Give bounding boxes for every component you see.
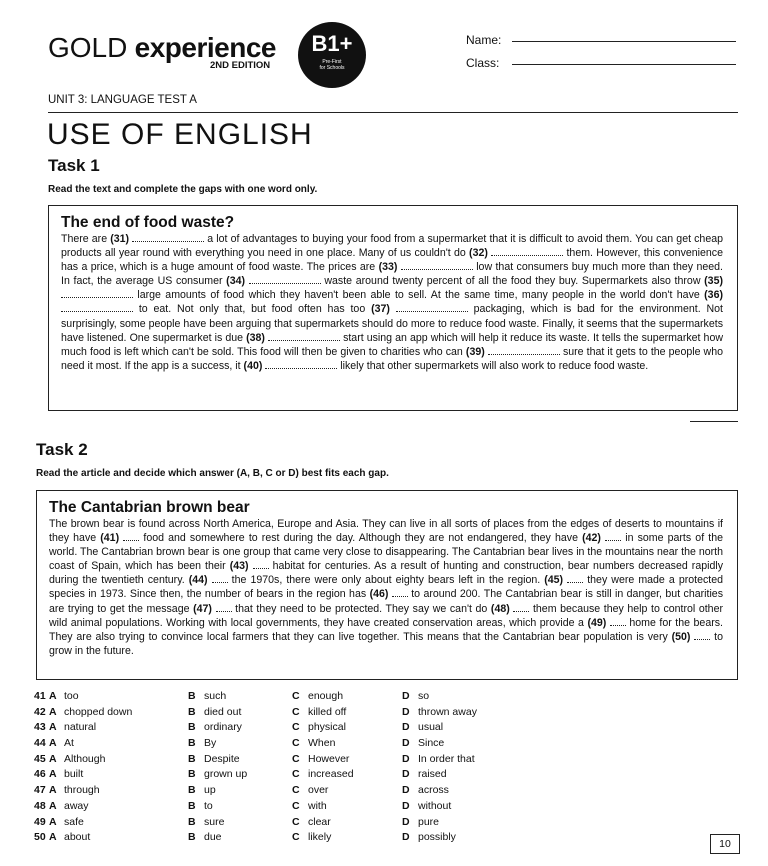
option-a[interactable]: natural [64, 721, 97, 734]
option-d[interactable]: usual [418, 721, 444, 734]
gap-blank[interactable] [396, 302, 468, 312]
option-b[interactable]: ordinary [204, 721, 242, 734]
gap-blank[interactable] [401, 260, 473, 270]
option-b[interactable]: such [204, 690, 227, 702]
option-letter-b: B [188, 768, 196, 781]
option-a[interactable]: too [64, 690, 79, 702]
edition-label: 2ND EDITION [210, 60, 271, 71]
gap-blank[interactable] [392, 587, 408, 597]
text-segment: to eat. Not only that, but food often has too [133, 303, 372, 316]
gap-blank[interactable] [61, 288, 133, 298]
option-c[interactable]: likely [308, 831, 332, 844]
option-d[interactable]: pure [418, 815, 440, 828]
text-segment: sure that it gets to the people who need it most. If the app is a success, it [61, 345, 723, 372]
gap-number: (47) [193, 602, 212, 615]
gap-number: (31) [110, 233, 130, 245]
divider-short [690, 421, 738, 422]
gap-number: (44) [188, 574, 208, 587]
option-d[interactable]: so [418, 690, 430, 702]
class-label: Class: [466, 56, 500, 70]
option-letter-a: A [49, 721, 57, 734]
gap-blank[interactable] [268, 331, 340, 341]
option-number: 49 [34, 815, 46, 828]
option-a[interactable]: safe [64, 815, 84, 828]
text-segment: the 1970s, there were only about eighty bears left in the region. [227, 574, 545, 587]
gap-number: (43) [229, 560, 249, 573]
gap-number: (40) [243, 359, 263, 372]
option-a[interactable]: about [64, 831, 91, 844]
task2-heading: Task 2 [36, 440, 88, 459]
option-letter-a: A [49, 690, 57, 702]
option-d[interactable]: thrown away [418, 705, 477, 718]
task2-instruction: Read the article and decide which answer (A, B, C or D) best fits each gap. [36, 468, 389, 479]
option-a[interactable]: built [64, 768, 84, 781]
text-segment: them. However, this convenience has a price, which is a huge amount of food waste. The prices are [61, 247, 723, 274]
gap-number: (48) [490, 602, 510, 615]
gap-blank[interactable] [605, 531, 621, 541]
option-b[interactable]: due [204, 831, 222, 844]
option-c[interactable]: killed off [308, 705, 347, 718]
option-c[interactable]: with [308, 799, 327, 812]
option-letter-b: B [188, 815, 196, 828]
gap-number: (41) [100, 532, 120, 545]
option-letter-d: D [402, 752, 410, 765]
text-segment: There are [61, 233, 111, 245]
option-letter-d: D [402, 815, 410, 828]
option-letter-b: B [188, 831, 196, 844]
header-divider [48, 112, 738, 113]
option-letter-d: D [402, 799, 410, 812]
option-letter-a: A [49, 799, 57, 812]
task1-heading: Task 1 [48, 156, 100, 175]
text-segment: large amounts of food which they haven't been able to sell. At the same time, many people in the world don't have [133, 289, 705, 302]
option-b[interactable]: to [204, 799, 213, 812]
level-label: B1+ [311, 31, 353, 56]
text-segment: The brown bear is found across North America, Europe and Asia. They can live in all sorts of places from the edges of deserts to mountains if they have [49, 518, 723, 545]
brand-experience: experience [134, 32, 276, 63]
option-number: 44 [34, 737, 46, 750]
option-b[interactable]: Despite [204, 752, 240, 765]
gap-number: (45) [544, 574, 564, 587]
option-number: 46 [34, 768, 46, 781]
option-number: 45 [34, 752, 46, 765]
option-letter-c: C [292, 799, 300, 812]
option-letter-d: D [402, 831, 410, 844]
option-letter-d: D [402, 721, 410, 734]
text-segment: them because they help to control other wild animal populations. Working with local governments, they have created conservation areas, which provide a [49, 602, 723, 629]
gap-blank[interactable] [61, 302, 133, 312]
option-letter-d: D [402, 784, 410, 797]
gap-number: (35) [704, 275, 723, 288]
gap-blank[interactable] [265, 359, 337, 369]
name-field[interactable] [512, 41, 736, 42]
option-b[interactable]: sure [204, 815, 225, 828]
class-field[interactable] [512, 64, 736, 65]
unit-label: UNIT 3: LANGUAGE TEST A [48, 94, 197, 106]
text-segment: food and somewhere to rest during the day. Although they are not endangered, they have [139, 532, 583, 545]
option-letter-c: C [292, 815, 300, 828]
option-letter-c: C [292, 784, 300, 797]
text-segment: habitat for centuries. As a result of hunting and construction, bear numbers decreased rapidly during the twentieth century. [49, 560, 723, 587]
option-d[interactable]: Since [418, 737, 445, 750]
gap-number: (42) [582, 532, 601, 545]
gap-number: (46) [369, 588, 389, 601]
option-b[interactable]: died out [204, 705, 242, 718]
option-d[interactable]: across [418, 784, 449, 797]
task1-text-box [48, 205, 738, 411]
option-number: 42 [34, 705, 46, 718]
option-letter-b: B [188, 737, 196, 750]
option-letter-a: A [49, 784, 57, 797]
gap-number: (34) [226, 275, 246, 288]
option-letter-c: C [292, 752, 300, 765]
option-number: 48 [34, 799, 46, 812]
gap-number: (37) [371, 303, 390, 316]
option-letter-a: A [49, 752, 57, 765]
text-segment: low that consumers buy much more than they need. In fact, the average US consumer [61, 261, 723, 288]
option-c[interactable]: over [308, 784, 329, 797]
option-letter-b: B [188, 705, 196, 718]
gap-number: (39) [465, 345, 485, 358]
option-b[interactable]: By [204, 737, 217, 750]
option-a[interactable]: At [64, 737, 74, 750]
option-a[interactable]: through [64, 784, 100, 797]
option-number: 43 [34, 721, 46, 734]
page-number: 10 [710, 834, 740, 854]
text-segment: in some parts of the world. The Cantabrian brown bear is one group that came very close to disappearing. The Cantabrian bear lives in the mountains near the north coast of Spain, which has been their [49, 532, 723, 573]
option-b[interactable]: grown up [204, 768, 248, 781]
option-letter-a: A [49, 705, 57, 718]
option-d[interactable]: possibly [418, 831, 456, 844]
gap-blank[interactable] [123, 531, 139, 541]
option-c[interactable]: When [308, 737, 336, 750]
level-sub-1: Pre-First [322, 59, 342, 65]
name-label: Name: [466, 33, 502, 47]
task1-box-title: The end of food waste? [61, 214, 235, 231]
option-letter-b: B [188, 690, 196, 702]
task2-paragraph [49, 517, 723, 658]
option-letter-b: B [188, 799, 196, 812]
gap-blank[interactable] [491, 246, 563, 256]
option-letter-b: B [188, 721, 196, 734]
task2-text-box [36, 490, 738, 680]
level-sub-2: for Schools [319, 65, 345, 71]
option-c[interactable]: clear [308, 815, 331, 828]
text-segment: waste around twenty percent of all the food they buy. Supermarkets also throw [320, 275, 705, 288]
gap-blank[interactable] [513, 602, 529, 612]
option-number: 41 [34, 690, 46, 702]
gap-blank[interactable] [567, 573, 583, 583]
gap-number: (49) [587, 616, 607, 629]
option-letter-a: A [49, 737, 57, 750]
option-letter-d: D [402, 705, 410, 718]
gap-blank[interactable] [216, 602, 232, 612]
gap-number: (33) [378, 261, 398, 274]
gap-blank[interactable] [253, 559, 269, 569]
option-d[interactable]: In order that [418, 752, 475, 765]
option-letter-a: A [49, 815, 57, 828]
gap-blank[interactable] [610, 616, 626, 626]
text-segment: they were made a protected species in 1973. Since then, the number of bears in the region has [49, 574, 723, 601]
text-segment: that they need to be protected. They say we can't do [231, 602, 491, 615]
option-letter-d: D [402, 690, 410, 702]
option-letter-c: C [292, 831, 300, 844]
page-title: USE OF ENGLISH [47, 118, 313, 151]
task1-instruction: Read the text and complete the gaps with one word only. [48, 184, 318, 195]
text-segment: packaging, which is bad for the environment. Not surprisingly, some people have been arguing that supermarkets should do more to reduce food waste. Finally, it seems that the supermarkets have listened. One supermarket is due [61, 303, 723, 344]
gap-blank[interactable] [694, 630, 710, 640]
task2-box-title: The Cantabrian brown bear [49, 499, 250, 516]
option-letter-c: C [292, 690, 300, 702]
option-letter-b: B [188, 752, 196, 765]
gap-blank[interactable] [249, 274, 321, 284]
option-c[interactable]: However [308, 752, 350, 765]
option-d[interactable]: without [418, 799, 452, 812]
text-segment: a lot of advantages to buying your food from a supermarket that it is difficult to avoid them. You can get cheap products all year round with everything you need in one place. Many of us couldn't do [61, 233, 724, 260]
gap-blank[interactable] [488, 345, 560, 355]
text-segment: home for the bears. They are also trying to convince local farmers that they can live together. This means that the Cantabrian bear population is very [49, 616, 723, 643]
option-c[interactable]: increased [308, 768, 354, 781]
gap-number: (38) [246, 331, 265, 344]
text-segment: likely that other supermarkets will also work to reduce food waste. [337, 359, 649, 372]
option-letter-a: A [49, 831, 57, 844]
option-letter-c: C [292, 721, 300, 734]
option-number: 47 [34, 784, 46, 797]
option-c[interactable]: physical [308, 721, 346, 734]
task1-paragraph [61, 232, 723, 373]
option-d[interactable]: raised [418, 768, 447, 781]
option-letter-c: C [292, 737, 300, 750]
option-letter-b: B [188, 784, 196, 797]
gap-blank[interactable] [132, 232, 204, 242]
option-a[interactable]: Although [64, 752, 106, 765]
option-letter-d: D [402, 737, 410, 750]
option-letter-c: C [292, 705, 300, 718]
text-segment: to around 200. The Cantabrian bear is still in danger, but charities are trying to get the message [49, 588, 723, 615]
brand-gold: GOLD [48, 32, 128, 63]
option-b[interactable]: up [204, 784, 216, 797]
level-badge [298, 22, 366, 88]
option-a[interactable]: chopped down [64, 705, 133, 718]
option-a[interactable]: away [64, 799, 89, 812]
gap-number: (36) [704, 289, 723, 302]
option-letter-d: D [402, 768, 410, 781]
text-segment: to grow in the future. [49, 630, 724, 657]
option-c[interactable]: enough [308, 690, 344, 702]
option-number: 50 [34, 831, 46, 844]
option-letter-a: A [49, 768, 57, 781]
option-letter-c: C [292, 768, 300, 781]
gap-blank[interactable] [212, 573, 228, 583]
gap-number: (50) [671, 630, 691, 643]
gap-number: (32) [469, 247, 488, 260]
text-segment: start using an app which will help it reduce its waste. It tells the supermarket how much food is left which can't be sold. This food will then be given to charities who can [61, 331, 723, 358]
